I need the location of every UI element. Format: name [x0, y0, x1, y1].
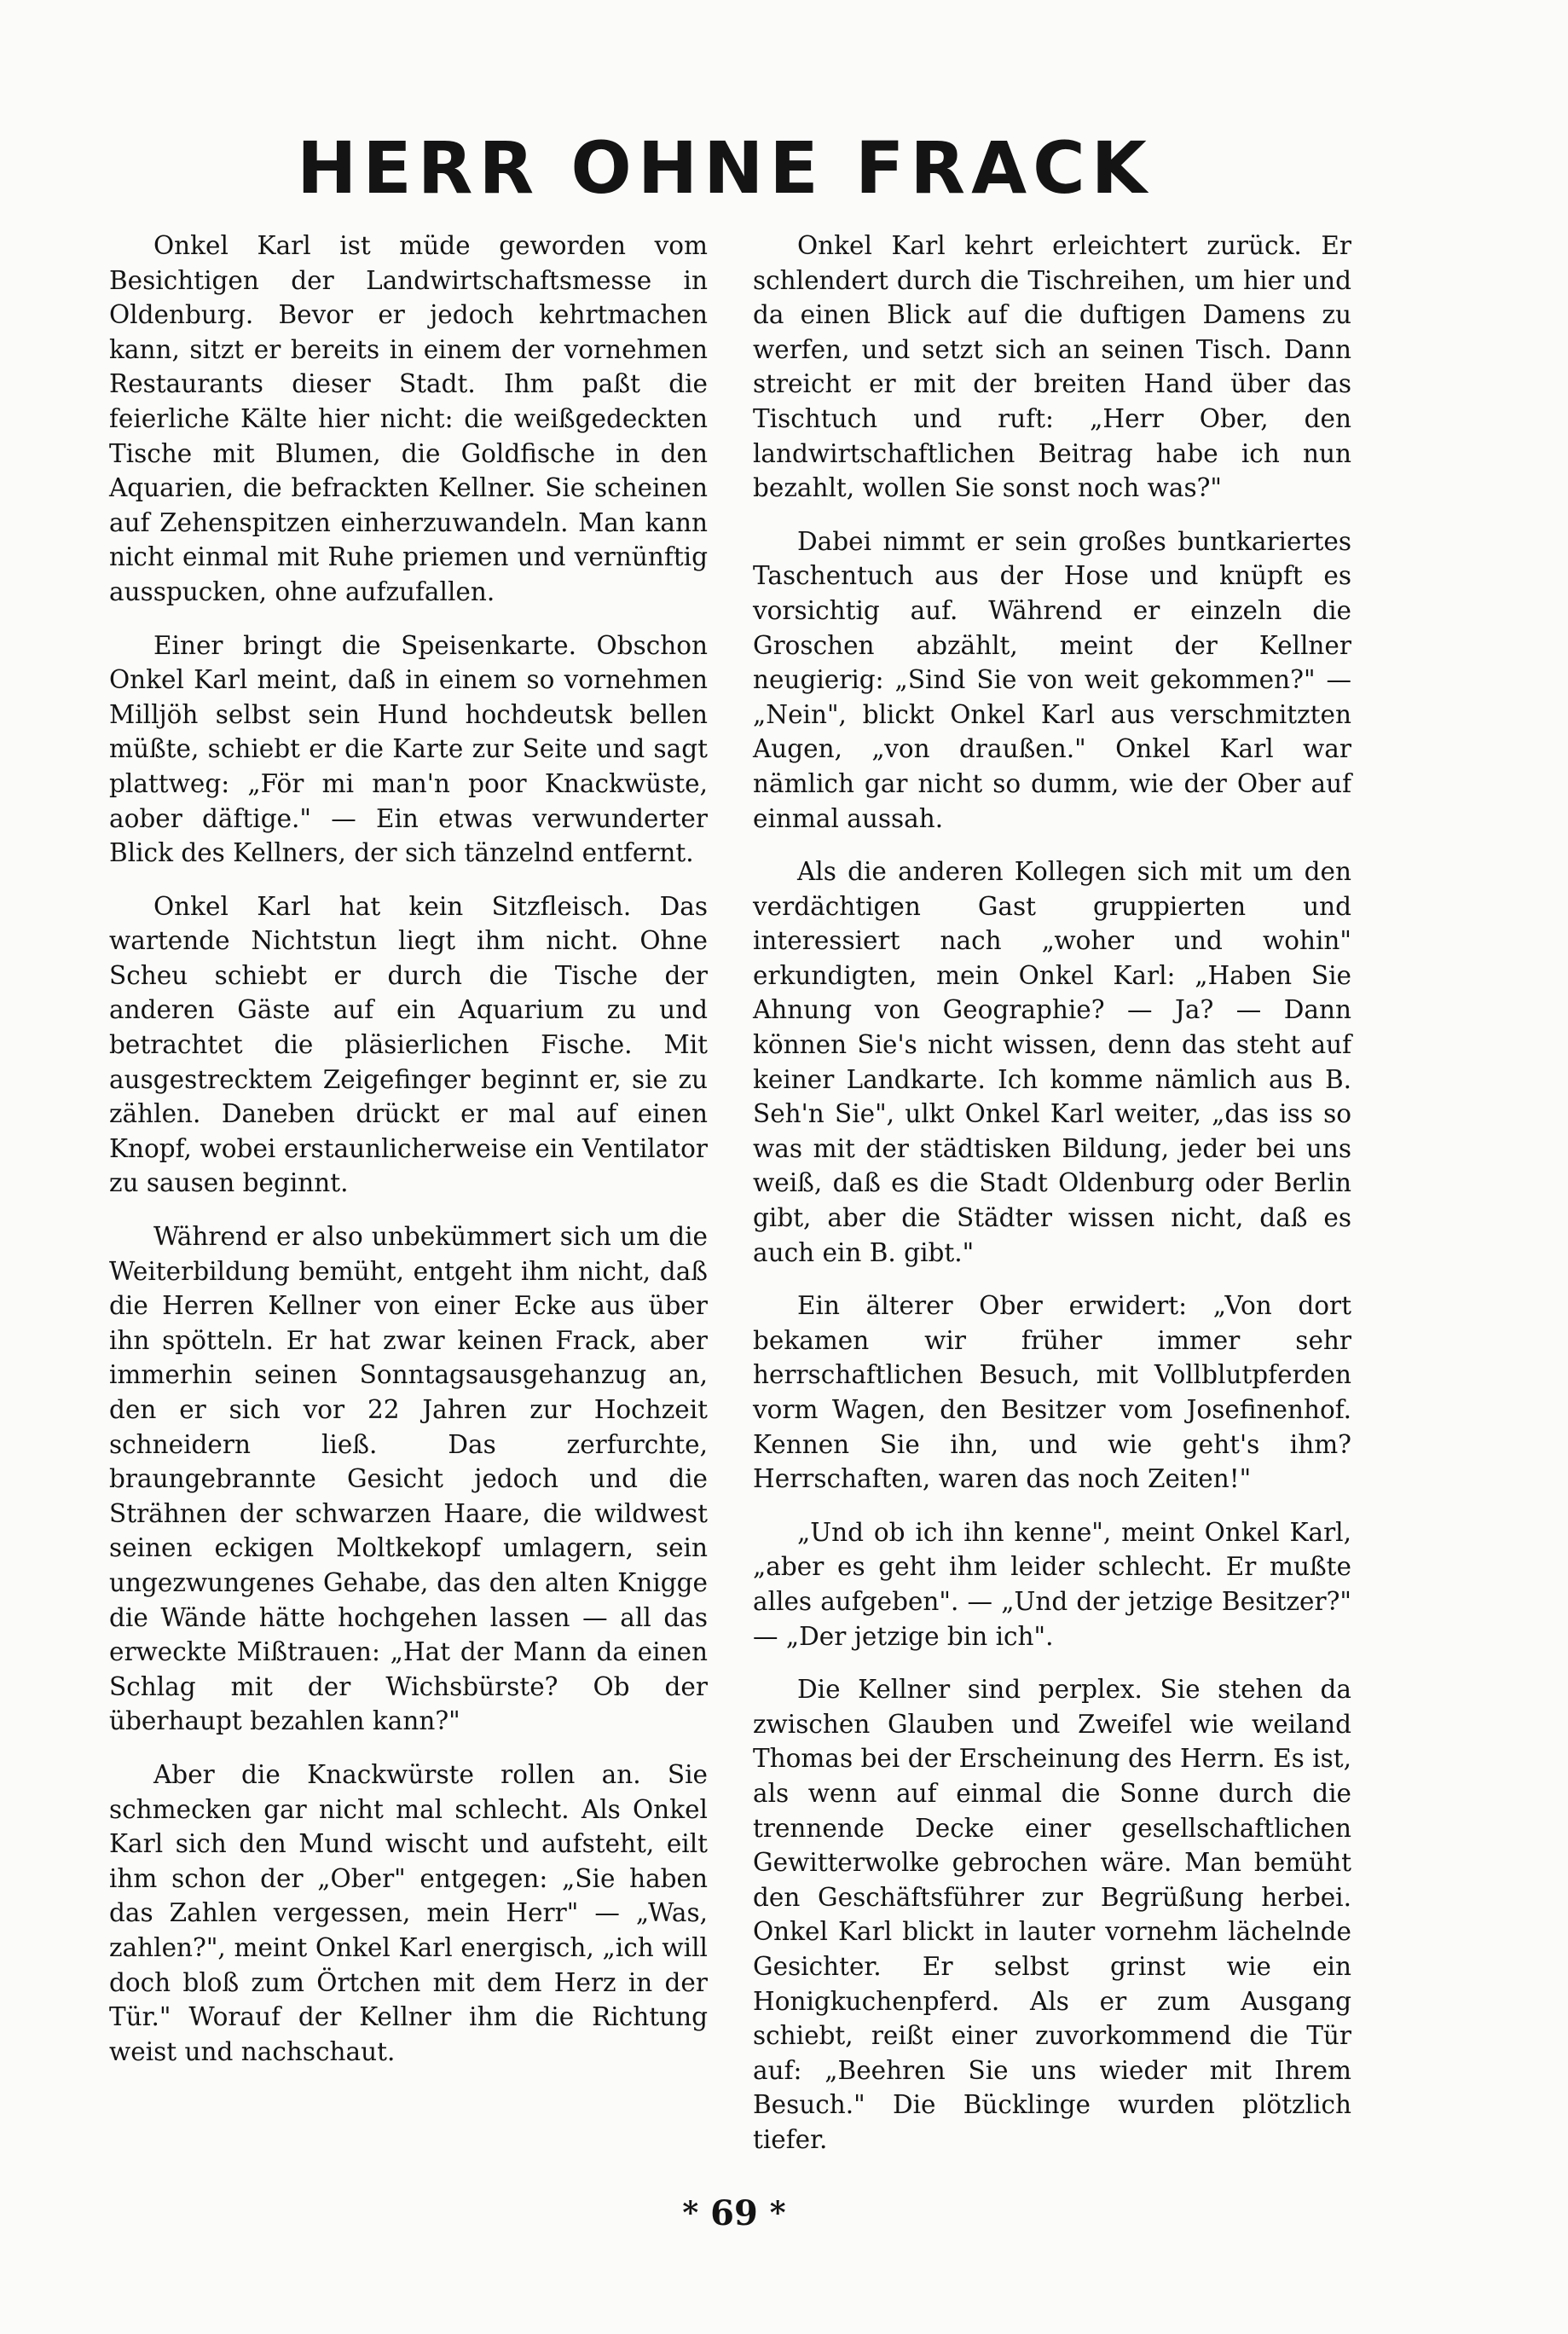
paragraph: Onkel Karl kehrt erleichtert zurück. Er schlendert durch die Tischreihen, um hier und da einen Blick auf die duftigen Damens zu werfen, und setzt sich an seinen Tisch. Dann streicht er mit der breiten Hand über das Tischtuch und ruft: „Herr Ober, den landwirtschaftlichen Beitrag habe ich nun bezahlt, wollen Sie sonst noch was?"	[753, 231, 1351, 503]
paragraph: Einer bringt die Speisenkarte. Obschon Onkel Karl meint, daß in einem so vornehmen Milljöh selbst sein Hund hochdeutsk bellen müßte, schiebt er die Karte zur Seite und sagt plattweg: „För mi man'n poor Knackwüste, aober däftige." — Ein etwas verwunderter Blick des Kellners, der sich tänzelnd entfernt.	[109, 630, 708, 868]
paragraph: Onkel Karl hat kein Sitzfleisch. Das wartende Nichtstun liegt ihm nicht. Ohne Scheu schiebt er durch die Tische der anderen Gäste auf ein Aquarium zu und betrachtet die pläsierlichen Fische. Mit ausgestrecktem Zeigefinger beginnt er, sie zu zählen. Daneben drückt er mal auf einen Knopf, wobei erstaunlicherweise ein Ventilator zu sausen beginnt.	[109, 891, 708, 1198]
article-title: HERR OHNE FRACK	[297, 126, 1153, 210]
star-ornament-right: *	[769, 2195, 786, 2231]
star-ornament-left: *	[682, 2195, 699, 2231]
page-number: 69	[710, 2193, 758, 2233]
left-column	[109, 229, 708, 2088]
paragraph: Onkel Karl ist müde geworden vom Besichtigen der Landwirtschaftsmesse in Oldenburg. Bevor er jedoch kehrtmachen kann, sitzt er bereits in einem der vornehmen Restaurants dieser Stadt. Ihm paßt die feierliche Kälte hier nicht: die weißgedeckten Tische mit Blumen, die Goldfische in den Aquarien, die befrackten Kellner. Sie scheinen auf Zehenspitzen einherzuwandeln. Man kann nicht einmal mit Ruhe priemen und vernünftig ausspucken, ohne aufzufallen.	[109, 231, 708, 606]
paragraph: Aber die Knackwürste rollen an. Sie schmecken gar nicht mal schlecht. Als Onkel Karl sich den Mund wischt und aufsteht, eilt ihm schon der „Ober" entgegen: „Sie haben das Zahlen vergessen, mein Herr" — „Was, zahlen?", meint Onkel Karl energisch, „ich will doch bloß zum Örtchen mit dem Herz in der Tür." Worauf der Kellner ihm die Richtung weist und nachschaut.	[109, 1759, 708, 2066]
paragraph: Als die anderen Kollegen sich mit um den verdächtigen Gast gruppierten und interessiert nach „woher und wohin" erkundigten, mein Onkel Karl: „Haben Sie Ahnung von Geographie? — Ja? — Dann können Sie's nicht wissen, denn das steht auf keiner Landkarte. Ich komme nämlich aus B. Seh'n Sie", ulkt Onkel Karl weiter, „das iss so was mit der städtisken Bildung, jeder bei uns weiß, daß es die Stadt Oldenburg oder Berlin gibt, aber die Städter wissen nicht, daß es auch ein B. gibt."	[753, 857, 1351, 1267]
paragraph: Dabei nimmt er sein großes buntkariertes Taschentuch aus der Hose und knüpft es vorsichtig auf. Während er einzeln die Groschen abzählt, meint der Kellner neugierig: „Sind Sie von weit gekommen?" — „Nein", blickt Onkel Karl aus verschmitzten Augen, „von draußen." Onkel Karl war nämlich gar nicht so dumm, wie der Ober auf einmal aussah.	[753, 526, 1351, 833]
paragraph: Während er also unbekümmert sich um die Weiterbildung bemüht, entgeht ihm nicht, daß die Herren Kellner von einer Ecke aus über ihn spötteln. Er hat zwar keinen Frack, aber immerhin seinen Sonntagsausgehanzug an, den er sich vor 22 Jahren zur Hochzeit schneidern ließ. Das zerfurchte, braungebrannte Gesicht jedoch und die Strähnen der schwarzen Haare, die wildwest seinen eckigen Moltkekopf umlagern, sein ungezwungenes Gehabe, das den alten Knigge die Wände hätte hochgehen lassen — all das erweckte Mißtrauen: „Hat der Mann da einen Schlag mit der Wichsbürste? Ob der überhaupt bezahlen kann?"	[109, 1222, 708, 1736]
paragraph: Ein älterer Ober erwidert: „Von dort bekamen wir früher immer sehr herrschaftlichen Besuch, mit Vollblutpferden vorm Wagen, den Besitzer vom Josefinenhof. Kennen Sie ihn, und wie geht's ihm? Herrschaften, waren das noch Zeiten!"	[753, 1291, 1351, 1494]
paragraph: Die Kellner sind perplex. Sie stehen da zwischen Glauben und Zweifel wie weiland Thomas bei der Erscheinung des Herrn. Es ist, als wenn auf einmal die Sonne durch die trennende Decke einer gesellschaftlichen Gewitterwolke gebrochen wäre. Man bemüht den Geschäftsführer zur Begrüßung herbei. Onkel Karl blickt in lauter vornehm lächelnde Gesichter. Er selbst grinst wie ein Honigkuchenpferd. Als er zum Ausgang schiebt, reißt einer zuvorkommend die Tür auf: „Beehren Sie uns wieder mit Ihrem Besuch." Die Bücklinge wurden plötzlich tiefer.	[753, 1675, 1351, 2154]
paragraph: „Und ob ich ihn kenne", meint Onkel Karl, „aber es geht ihm leider schlecht. Er mußte alles aufgeben". — „Und der jetzige Besitzer?" — „Der jetzige bin ich".	[753, 1517, 1351, 1651]
page-footer	[0, 2193, 1468, 2233]
right-column	[753, 229, 1351, 2175]
